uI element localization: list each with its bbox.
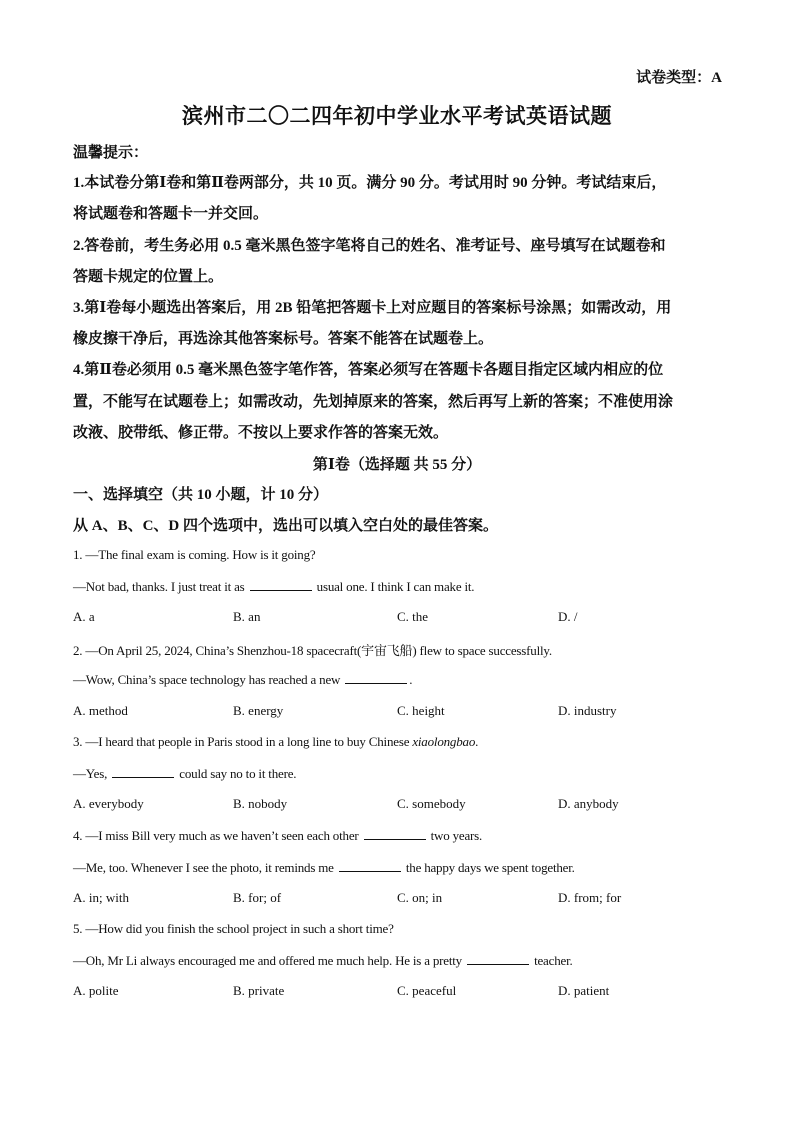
- notice-line: 2.答卷前，考生务必用 0.5 毫米黑色签字笔将自己的姓名、准考证号、座号填写在试题卷和: [73, 238, 666, 254]
- notice-line: 将试题卷和答题卡一并交回。: [73, 206, 269, 222]
- option-d: D. anybody: [558, 796, 619, 811]
- option-c: C. somebody: [397, 796, 466, 811]
- option-a: A. a: [73, 609, 95, 624]
- option-a: A. method: [73, 703, 128, 718]
- question-2-reply: [73, 671, 412, 688]
- reply-text: .: [409, 672, 413, 687]
- reply-text: —Wow, China’s space technology has reached a new: [73, 672, 341, 687]
- answer-blank: [467, 952, 529, 965]
- prompt-text: 3. —I heard that people in Paris stood in a long line to buy Chinese: [73, 734, 410, 749]
- question-4-prompt: [73, 827, 482, 844]
- prompt-italic-text: xiaolongbao: [412, 734, 476, 749]
- option-c: C. peaceful: [397, 983, 457, 998]
- notice-line: 橡皮擦干净后，再选涂其他答案标号。答案不能答在试题卷上。: [73, 331, 494, 347]
- notice-line: 改液、胶带纸、修正带。不按以上要求作答的答案无效。: [73, 425, 449, 441]
- option-d: D. patient: [558, 983, 610, 998]
- question-3-prompt: [73, 734, 478, 750]
- option-a: A. in; with: [73, 890, 129, 905]
- notice-line: 1.本试卷分第Ⅰ卷和第Ⅱ卷两部分，共 10 页。满分 90 分。考试用时 90 分钟。考试结束后，: [73, 175, 667, 191]
- option-d: D. industry: [558, 703, 617, 718]
- notice-line: 3.第Ⅰ卷每小题选出答案后，用 2B 铅笔把答题卡上对应题目的答案标号涂黑；如需改动，用: [73, 300, 672, 316]
- question-5-prompt: 5. —How did you finish the school project in such a short time?: [73, 921, 394, 936]
- question-5-reply: [73, 952, 573, 969]
- notice-line: 置，不能写在试题卷上；如需改动，先划掉原来的答案，然后再写上新的答案；不准使用涂: [73, 394, 674, 410]
- reply-text: —Oh, Mr Li always encouraged me and offered me much help. He is a pretty: [73, 953, 462, 968]
- prompt-text: 4. —I miss Bill very much as we haven’t seen each other: [73, 828, 359, 843]
- notice-line: 4.第Ⅱ卷必须用 0.5 毫米黑色签字笔作答，答案必须写在答题卡各题目指定区域内相应的位: [73, 362, 664, 378]
- option-c: C. on; in: [397, 890, 443, 905]
- option-b: B. energy: [233, 703, 284, 718]
- answer-blank: [364, 827, 426, 840]
- question-4-reply: [73, 859, 575, 876]
- option-a: A. everybody: [73, 796, 144, 811]
- option-b: B. private: [233, 983, 285, 998]
- part-title: 一、选择填空（共 10 小题，计 10 分）: [73, 487, 329, 503]
- reply-text: usual one. I think I can make it.: [316, 579, 475, 594]
- paper-type: 试卷类型：A: [636, 70, 722, 86]
- part-instruction: 从 A、B、C、D 四个选项中，选出可以填入空白处的最佳答案。: [73, 518, 499, 534]
- answer-blank: [112, 765, 174, 778]
- reply-text: —Yes,: [73, 766, 108, 781]
- question-2-prompt: 2. —On April 25, 2024, China’s Shenzhou-18 spacecraft(宇宙飞船) flew to space successfully.: [73, 643, 552, 658]
- notice-heading: 温馨提示：: [73, 145, 149, 161]
- reply-text: —Not bad, thanks. I just treat it as: [73, 579, 245, 594]
- question-1-reply: [73, 578, 474, 595]
- option-b: B. nobody: [233, 796, 288, 811]
- option-c: C. the: [397, 609, 429, 624]
- answer-blank: [345, 671, 407, 684]
- section-title: 第Ⅰ卷（选择题 共 55 分）: [312, 457, 482, 473]
- reply-text: teacher.: [534, 953, 573, 968]
- reply-text: could say no to it there.: [179, 766, 297, 781]
- prompt-text: .: [475, 734, 479, 749]
- option-d: D. /: [558, 609, 578, 624]
- option-b: B. for; of: [233, 890, 282, 905]
- reply-text: the happy days we spent together.: [405, 860, 575, 875]
- reply-text: —Me, too. Whenever I see the photo, it reminds me: [73, 860, 334, 875]
- question-1-prompt: 1. —The final exam is coming. How is it going?: [73, 547, 316, 562]
- prompt-text: two years.: [430, 828, 483, 843]
- option-c: C. height: [397, 703, 445, 718]
- option-a: A. polite: [73, 983, 119, 998]
- notice-line: 答题卡规定的位置上。: [73, 269, 224, 285]
- option-b: B. an: [233, 609, 261, 624]
- question-3-reply: [73, 765, 296, 782]
- answer-blank: [339, 859, 401, 872]
- page-title: 滨州市二〇二四年初中学业水平考试英语试题: [182, 104, 612, 128]
- option-d: D. from; for: [558, 890, 622, 905]
- answer-blank: [250, 578, 312, 591]
